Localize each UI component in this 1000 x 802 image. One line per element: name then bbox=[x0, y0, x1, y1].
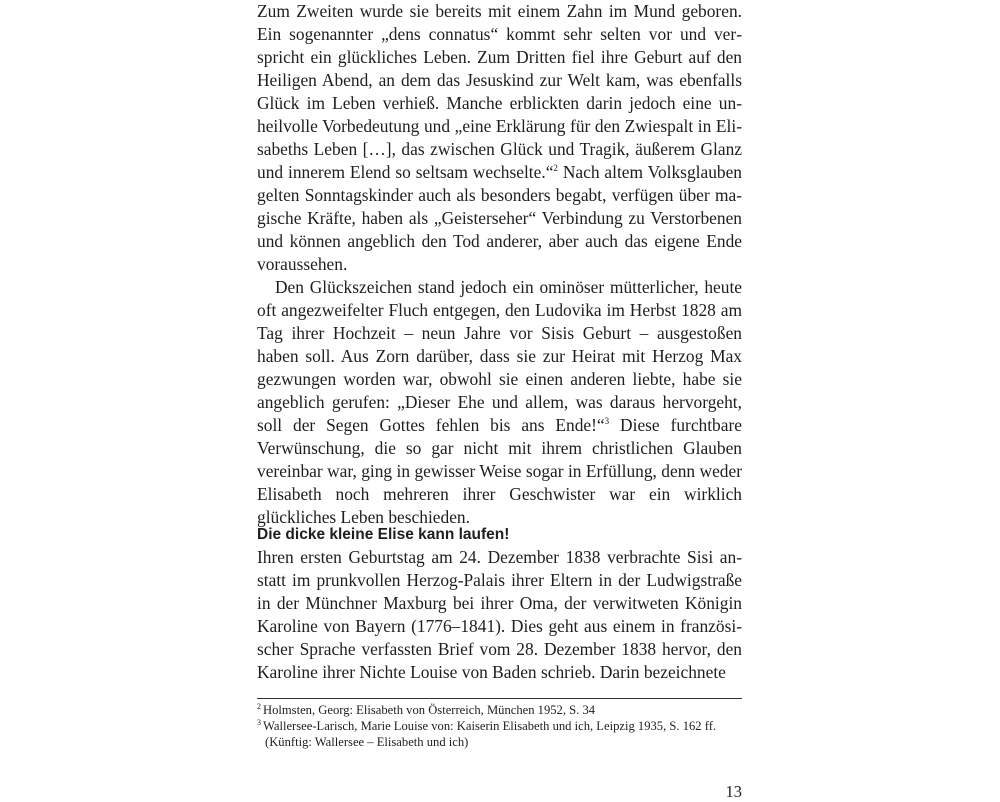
footnote-3 bbox=[257, 718, 742, 750]
footnote-number: 2 bbox=[257, 701, 261, 711]
paragraph-2-part-1: Den Glückszeichen stand jedoch ein ominöser mütterlicher, heute oft angezweifelter Fluch entgegen, den Ludovika im Herbst 1828 am Tag ihrer Hochzeit – neun Jahre vor Sisis Geburt – ausgestoßen haben soll. Aus Zorn darüber, dass sie zur Heirat mit Herzog Max gezwungen worden war, obwohl sie einen anderen liebte, habe sie angeblich gerufen: „Dieser Ehe und allem, was daraus hervorgeht, soll der Segen Gottes fehlen bis ans Ende!“ bbox=[257, 277, 742, 435]
footnote-reference-2: 2 bbox=[553, 163, 558, 174]
footnote-text: Wallersee-Larisch, Marie Louise von: Kaiserin Elisabeth und ich, Leipzig 1935, S. 162 ff. (Künftig: Wallersee – Elisabeth und ich) bbox=[263, 719, 717, 749]
footnote-text: Holmsten, Georg: Elisabeth von Österreich, München 1952, S. 34 bbox=[263, 703, 596, 717]
section-paragraph: Ihren ersten Geburtstag am 24. Dezember 1838 verbrachte Sisi anstatt im prunkvollen Herzog-Palais ihrer Eltern in der Ludwigstraße in der Münchner Maxburg bei ihrer Oma, der verwitweten Königin Karoline von Bayern (1776–1841). Dies geht aus einem in französischer Sprache verfassten Brief vom 28. Dezember 1838 hervor, den Karoline ihrer Nichte Louise von Baden schrieb. Darin bezeichnete bbox=[257, 547, 742, 682]
footnote-2 bbox=[257, 702, 742, 718]
section-heading: Die dicke kleine Elise kann laufen! bbox=[257, 526, 510, 543]
body-text bbox=[257, 0, 742, 529]
footnotes bbox=[257, 702, 742, 750]
footnote-reference-3: 3 bbox=[604, 416, 610, 427]
paragraph-1-part-2: Nach altem Volksglauben gelten Sonntagskinder auch als besonders begabt, verfügen über magische Kräfte, haben als „Geisterseher“ Verbindung zu Verstorbenen und können angeblich den Tod anderer, aber auch das eigene Ende voraussehen. bbox=[257, 162, 743, 274]
footnote-divider bbox=[257, 698, 742, 699]
paragraph-1-part-1: Zum Zweiten wurde sie bereits mit einem Zahn im Mund geboren. Ein sogenannter „dens connatus“ kommt sehr selten vor und verspricht ein glückliches Leben. Zum Dritten fiel ihre Geburt auf den Heiligen Abend, an dem das Jesuskind zur Welt kam, was ebenfalls Glück im Leben verhieß. Manche erblickten darin jedoch eine unheilvolle Vorbedeutung und „eine Erklärung für den Zwiespalt in Elisabeths Leben […], das zwischen Glück und Tragik, äußerem Glanz und innerem Elend so seltsam wechselte.“ bbox=[257, 1, 742, 182]
paragraph-2-part-2: Diese furchtbare Verwünschung, die so gar nicht mit ihrem christlichen Glauben vereinbar war, ging in gewisser Weise sogar in Erfüllung, denn weder Elisabeth noch mehreren ihrer Geschwister war ein wirklich glückliches Leben beschieden. bbox=[257, 415, 742, 527]
footnote-number: 3 bbox=[257, 717, 261, 727]
page-number: 13 bbox=[725, 782, 742, 801]
paragraph-1 bbox=[257, 0, 742, 276]
paragraph-2 bbox=[257, 276, 742, 529]
